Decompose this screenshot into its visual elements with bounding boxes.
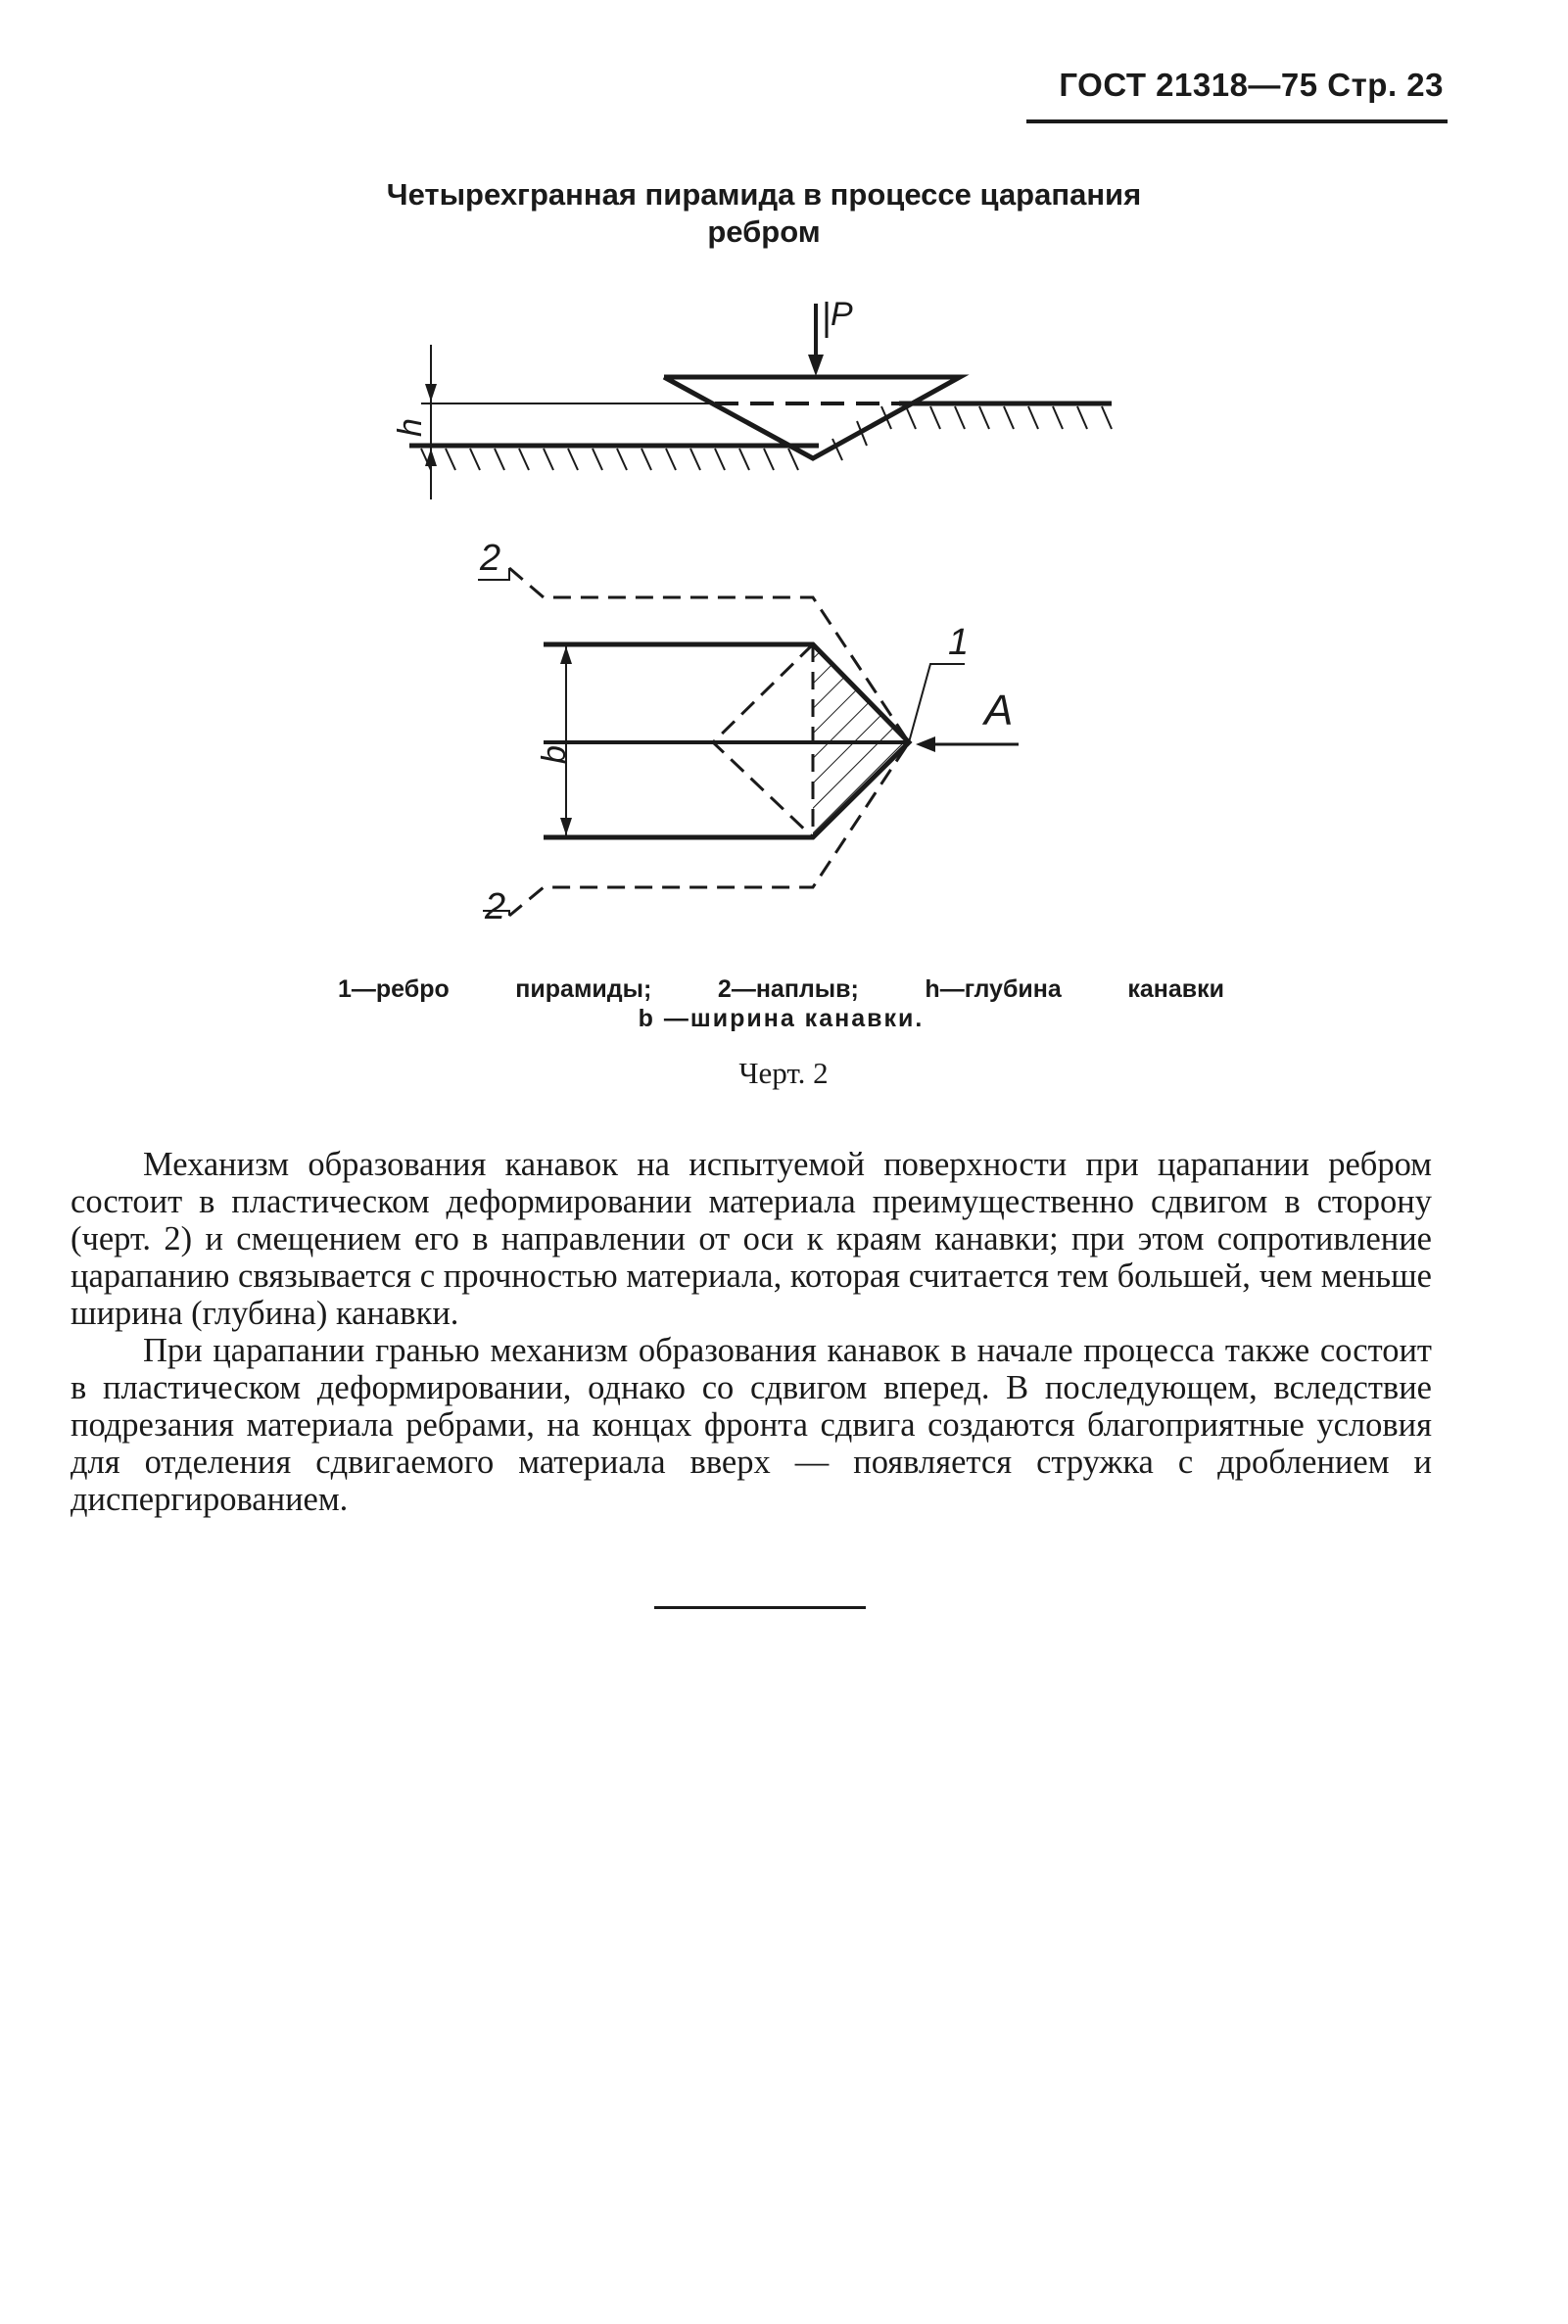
- page-header: ГОСТ 21318—75 Стр. 23: [1059, 67, 1444, 103]
- figure-label: Черт. 2: [738, 1056, 829, 1090]
- surface-hatching-left: [421, 449, 798, 470]
- caption-part3: 2—наплыв;: [717, 975, 859, 1003]
- profile-view: [409, 302, 1112, 499]
- depth-arrow-top: [425, 384, 437, 402]
- figure-caption: [338, 974, 1224, 1033]
- figure-title-line1: Четырехгранная пирамида в процессе царапания: [386, 177, 1142, 212]
- paragraph-1: Механизм образования канавок на испытуемой поверхности при царапании ребром состоит в пластическом деформировании материала преимущественно сдвигом в сторону (черт. 2) и смещением его в направлении от оси к краям канавки; при этом сопротивление царапанию связывается с прочностью материала, которая считается тем большей, чем меньше ширина (глубина) канавки.: [71, 1146, 1432, 1332]
- figure-drawing: [0, 0, 1568, 970]
- edge-number-label: 1: [948, 622, 970, 663]
- caption-part4: h—глубина: [925, 975, 1062, 1003]
- figure-title-line2: ребром: [707, 214, 821, 249]
- edge-leader: [909, 664, 965, 742]
- depth-label: h: [392, 418, 429, 437]
- pyramid-contact-hatch: [813, 644, 911, 840]
- force-label: P: [831, 296, 853, 333]
- end-rule: [654, 1606, 866, 1609]
- body-text: [71, 1146, 1432, 1518]
- direction-label: A: [984, 687, 1014, 735]
- bulge-number-top: 2: [480, 538, 501, 579]
- width-arrow-bottom: [560, 818, 572, 835]
- width-arrow-top: [560, 646, 572, 664]
- plan-view: [478, 568, 1019, 916]
- caption-part2: пирамиды;: [515, 975, 652, 1003]
- bulge-number-bottom: 2: [485, 886, 506, 927]
- paragraph-2: При царапании гранью механизм образования канавок в начале процесса также состоит в пластическом деформировании, однако со сдвигом вперед. В последующем, вследствие подрезания материала ребрами, на концах фронта сдвига создаются благоприятные условия для отделения сдвигаемого материала вверх — появляется стружка с дроблением и диспергированием.: [71, 1332, 1432, 1518]
- direction-arrow-head: [916, 736, 935, 752]
- caption-line2: b —ширина канавки.: [638, 1005, 925, 1032]
- depth-arrow-bottom: [425, 449, 437, 466]
- caption-part1: 1—ребро: [338, 975, 450, 1003]
- force-arrow-head: [808, 355, 824, 376]
- caption-line1: [338, 974, 1224, 1004]
- surface-hatching-right: [832, 406, 1112, 460]
- width-label: b: [536, 745, 573, 764]
- caption-part5: канавки: [1127, 975, 1224, 1003]
